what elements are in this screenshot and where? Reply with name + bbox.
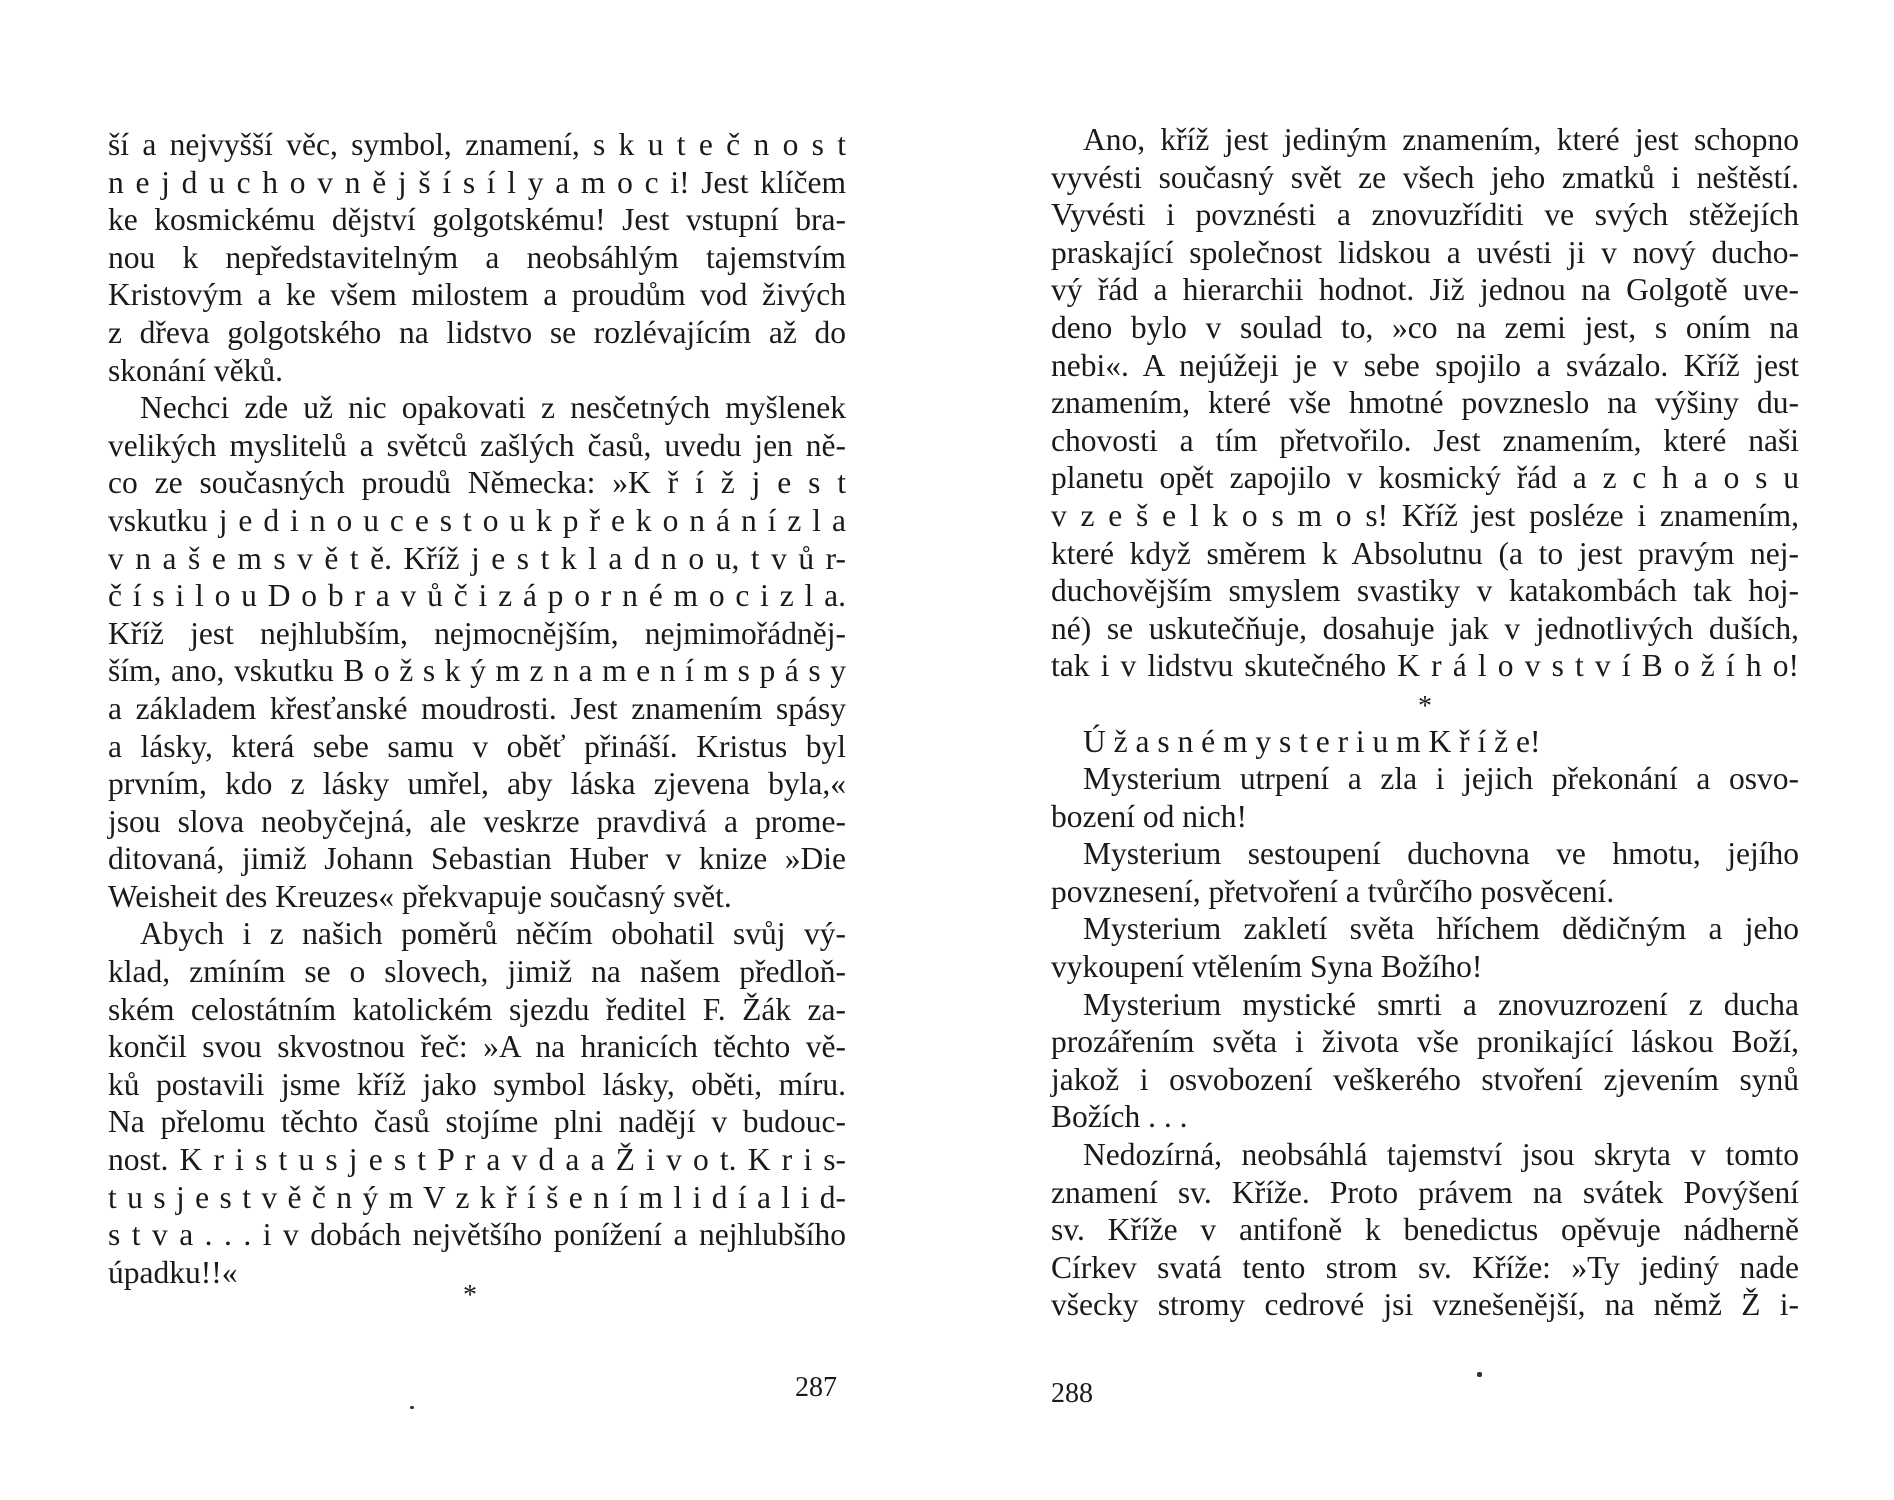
text-line: ším, ano, vskutku B o ž s k ý m z n a m e n í m s p á s y — [108, 653, 846, 689]
text-line: velikých myslitelů a světců zašlých časů, uvedu jen ně- — [108, 427, 846, 463]
text-line: povznesení, přetvoření a tvůrčího posvěcení. — [1051, 873, 1615, 909]
text-line: Mysterium zakletí světa hříchem dědičným a jeho — [1083, 911, 1799, 947]
text-line: n e j d u c h o v n ě j š í s í l y a m o c i! Jest klíčem — [108, 164, 846, 200]
text-line: prvním, kdo z lásky umřel, aby láska zjevena byla,« — [108, 766, 846, 802]
text-line: vskutku j e d i n o u c e s t o u k p ř e k o n á n í z l a — [108, 502, 846, 538]
text-line: sv. Kříže v antifoně k benedictus opěvuje nádherně — [1051, 1212, 1799, 1248]
text-line: Kristovým a ke všem milostem a proudům vod živých — [108, 277, 846, 313]
page-number: 287 — [795, 1372, 837, 1403]
text-line: ském celostátním katolickém sjezdu ředitel F. Žák za- — [108, 991, 846, 1027]
text-line: v z e š e l k o s m o s! Kříž jest posléze i znamením, — [1051, 497, 1799, 533]
text-line: skonání věků. — [108, 352, 283, 388]
text-line: Církev svatá tento strom sv. Kříže: »Ty jediný nade — [1051, 1249, 1799, 1285]
text-line: úpadku!!« — [108, 1254, 238, 1290]
text-line: Ano, kříž jest jediným znamením, které jest schopno — [1083, 122, 1799, 157]
text-line: planetu opět zapojilo v kosmický řád a z c h a o s u — [1051, 460, 1799, 496]
right-page-text-after-separator — [1051, 723, 1799, 1325]
text-line: ditovaná, jimiž Johann Sebastian Huber v knize »Die — [108, 841, 846, 877]
right-page — [947, 0, 1894, 1500]
text-line: Mysterium mystické smrti a znovuzrození z ducha — [1083, 986, 1799, 1022]
text-line: né) se uskutečňuje, dosahuje jak v jednotlivých duších, — [1051, 610, 1799, 646]
text-line: jsou slova neobyčejná, ale veskrze pravdivá a prome- — [108, 803, 846, 839]
text-line: končil svou skvostnou řeč: »A na hranicích těchto vě- — [108, 1029, 846, 1065]
text-line: bození od nich! — [1051, 798, 1247, 834]
text-line: znamením, které vše hmotné povzneslo na výšiny du- — [1051, 385, 1799, 421]
text-line: Mysterium sestoupení duchovna ve hmotu, jejího — [1083, 836, 1799, 872]
text-line: chovosti a tím přetvořilo. Jest znamením, které naši — [1051, 422, 1799, 458]
text-line: Nechci zde už nic opakovati z nesčetných myšlenek — [140, 390, 846, 426]
text-line: a lásky, která sebe samu v oběť přináší. Kristus byl — [108, 728, 846, 764]
text-line: Na přelomu těchto časů stojíme plni nadějí v budouc- — [108, 1104, 846, 1140]
text-line: deno bylo v soulad to, »co na zemi jest, s oním na — [1051, 309, 1799, 345]
text-line: praskající společnost lidskou a uvésti ji v nový ducho- — [1051, 234, 1799, 270]
text-line: Nedozírná, neobsáhlá tajemství jsou skryta v tomto — [1083, 1137, 1799, 1173]
text-line: které když směrem k Absolutnu (a to jest pravým nej- — [1051, 535, 1799, 571]
text-line: Vyvésti i povznésti a znovuzříditi ve svých stěžejích — [1051, 197, 1799, 233]
left-page-text — [108, 126, 846, 1291]
text-line: klad, zmíním se o slovech, jimiž na našem předloň- — [108, 954, 846, 990]
text-line: jakož i osvobození veškerého stvoření zjevením synů — [1051, 1061, 1799, 1097]
text-line: ke kosmickému dějství golgotskému! Jest vstupní bra- — [108, 202, 846, 238]
text-line: vý řád a hierarchii hodnot. Již jednou na Golgotě uve- — [1051, 272, 1799, 308]
section-separator-asterisk: * — [463, 1280, 477, 1311]
text-line: vykoupení vtělením Syna Božího! — [1051, 949, 1483, 985]
text-line: Ú ž a s n é m y s t e r i u m K ř í ž e! — [1083, 723, 1541, 759]
text-line: prozářením světa i života vše pronikající láskou Boží, — [1051, 1024, 1799, 1060]
ink-speck — [1477, 1372, 1482, 1377]
text-line: a základem křesťanské moudrosti. Jest znamením spásy — [108, 690, 846, 726]
right-page-text-before-separator — [1051, 121, 1799, 685]
text-line: t u s j e s t v ě č n ý m V z k ř í š e n í m l i d í a l i d- — [108, 1179, 846, 1215]
text-line: nebi«. A nejúžeji je v sebe spojilo a svázalo. Kříž jest — [1051, 347, 1799, 383]
text-line: č í s i l o u D o b r a v ů č i z á p o r n é m o c i z l a. — [108, 578, 846, 614]
right-page-text — [1051, 121, 1799, 1324]
text-line: duchovějším smyslem svastiky v katakombách tak hoj- — [1051, 573, 1799, 609]
text-line: Weisheit des Kreuzes« překvapuje současný svět. — [108, 878, 732, 914]
text-line: ší a nejvyšší věc, symbol, znamení, s k u t e č n o s t — [108, 127, 846, 162]
text-line: v n a š e m s v ě t ě. Kříž j e s t k l a d n o u, t v ů r- — [108, 540, 846, 576]
text-line: vyvésti současný svět ze všech jeho zmatků i neštěstí. — [1051, 159, 1799, 195]
text-line: s t v a . . . i v dobách největšího ponížení a nejhlubšího — [108, 1217, 846, 1253]
section-separator-asterisk: * — [1418, 690, 1432, 722]
ink-speck — [410, 1406, 414, 1409]
text-line: ků postavili jsme kříž jako symbol lásky, oběti, míru. — [108, 1066, 846, 1102]
text-line: všecky stromy cedrové jsi vznešenější, na němž Ž i- — [1051, 1287, 1799, 1323]
text-line: Kříž jest nejhlubším, nejmocnějším, nejmimořádněj- — [108, 615, 846, 651]
text-line: z dřeva golgotského na lidstvo se rozlévajícím až do — [108, 314, 846, 350]
text-line: nou k nepředstavitelným a neobsáhlým tajemstvím — [108, 239, 846, 275]
text-line: nost. K r i s t u s j e s t P r a v d a a Ž i v o t. K r i s- — [108, 1142, 846, 1178]
text-line: co ze současných proudů Německa: »K ř í ž j e s t — [108, 465, 846, 501]
text-line: Božích . . . — [1051, 1099, 1188, 1135]
text-line: znamení sv. Kříže. Proto právem na svátek Povýšení — [1051, 1174, 1799, 1210]
text-line: Abych i z našich poměrů něčím obohatil svůj vý- — [140, 916, 846, 952]
text-line: tak i v lidstvu skutečného K r á l o v s t v í B o ž í h o! — [1051, 648, 1799, 684]
page-number: 288 — [1051, 1378, 1093, 1409]
text-line: Mysterium utrpení a zla i jejich překonání a osvo- — [1083, 761, 1799, 797]
